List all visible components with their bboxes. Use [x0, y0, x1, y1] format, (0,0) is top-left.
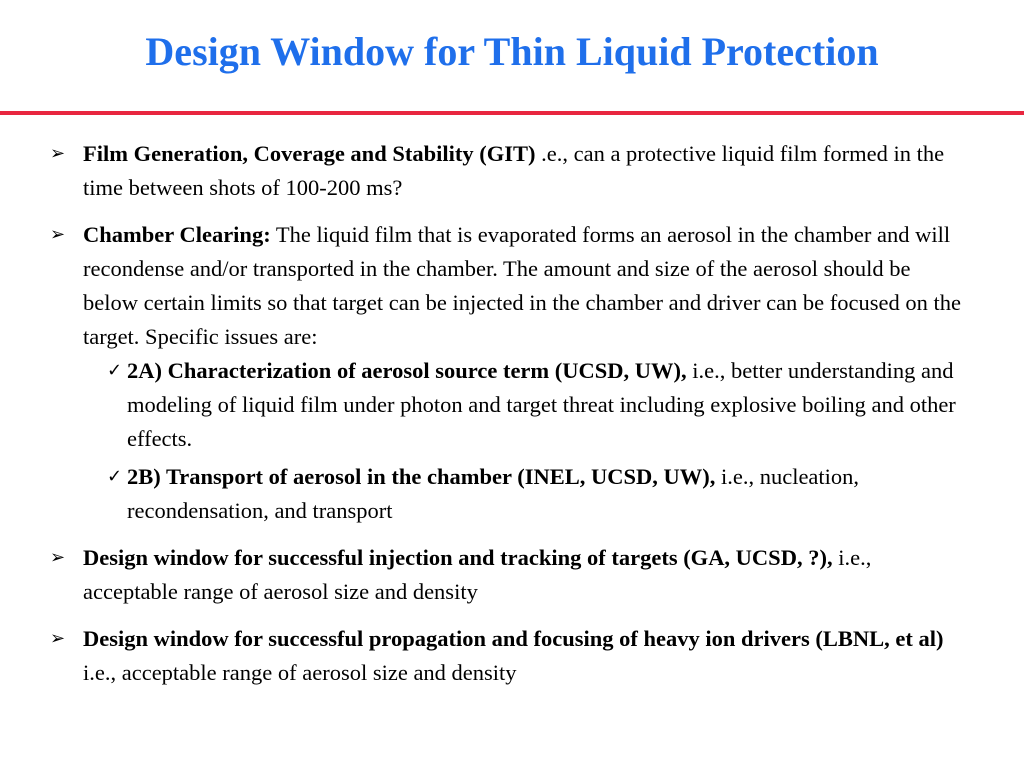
- bullet-text: i.e., acceptable range of aerosol size and density: [83, 545, 872, 604]
- arrow-bullet-icon: ➢: [50, 224, 66, 245]
- arrow-bullet-icon: ➢: [50, 547, 66, 568]
- checkmark-icon: ✓: [107, 360, 123, 381]
- bullet-heading: Design window for successful propagation and focusing of heavy ion drivers (LBNL, et al): [83, 626, 944, 651]
- sub-bullet-text: i.e., nucleation, recondensation, and transport: [127, 464, 860, 523]
- sub-bullet-item: [83, 460, 970, 528]
- bullet-heading: Chamber Clearing:: [83, 222, 271, 247]
- bullet-item: [50, 541, 970, 609]
- sub-bullet-heading: 2B) Transport of aerosol in the chamber (INEL, UCSD, UW),: [127, 464, 716, 489]
- arrow-bullet-icon: ➢: [50, 628, 66, 649]
- arrow-bullet-icon: ➢: [50, 143, 66, 164]
- bullet-heading: Design window for successful injection and tracking of targets (GA, UCSD, ?),: [83, 545, 833, 570]
- bullet-text: .e., can a protective liquid film formed in the time between shots of 100-200 ms?: [83, 141, 945, 200]
- sub-bullet-item: [83, 354, 970, 456]
- bullet-item: [50, 137, 970, 205]
- bullet-item: [50, 622, 970, 690]
- title-divider: [0, 111, 1024, 115]
- sub-bullet-list: [83, 354, 970, 528]
- bullet-text: The liquid film that is evaporated forms an aerosol in the chamber and will recondense and/or transported in the chamber. The amount and size of the aerosol should be below certain limits so that target can be injected in the chamber and driver can be focused on the target. Specific issues are:: [83, 222, 962, 349]
- bullet-list: [50, 137, 970, 703]
- bullet-heading: Film Generation, Coverage and Stability (GIT): [83, 141, 536, 166]
- sub-bullet-heading: 2A) Characterization of aerosol source term (UCSD, UW),: [127, 358, 687, 383]
- checkmark-icon: ✓: [107, 466, 123, 487]
- sub-bullet-text: i.e., better understanding and modeling of liquid film under photon and target threat including explosive boiling and other effects.: [127, 358, 956, 451]
- bullet-item: [50, 218, 970, 528]
- slide-title: Design Window for Thin Liquid Protection: [145, 29, 879, 74]
- bullet-text: i.e., acceptable range of aerosol size and density: [83, 660, 517, 685]
